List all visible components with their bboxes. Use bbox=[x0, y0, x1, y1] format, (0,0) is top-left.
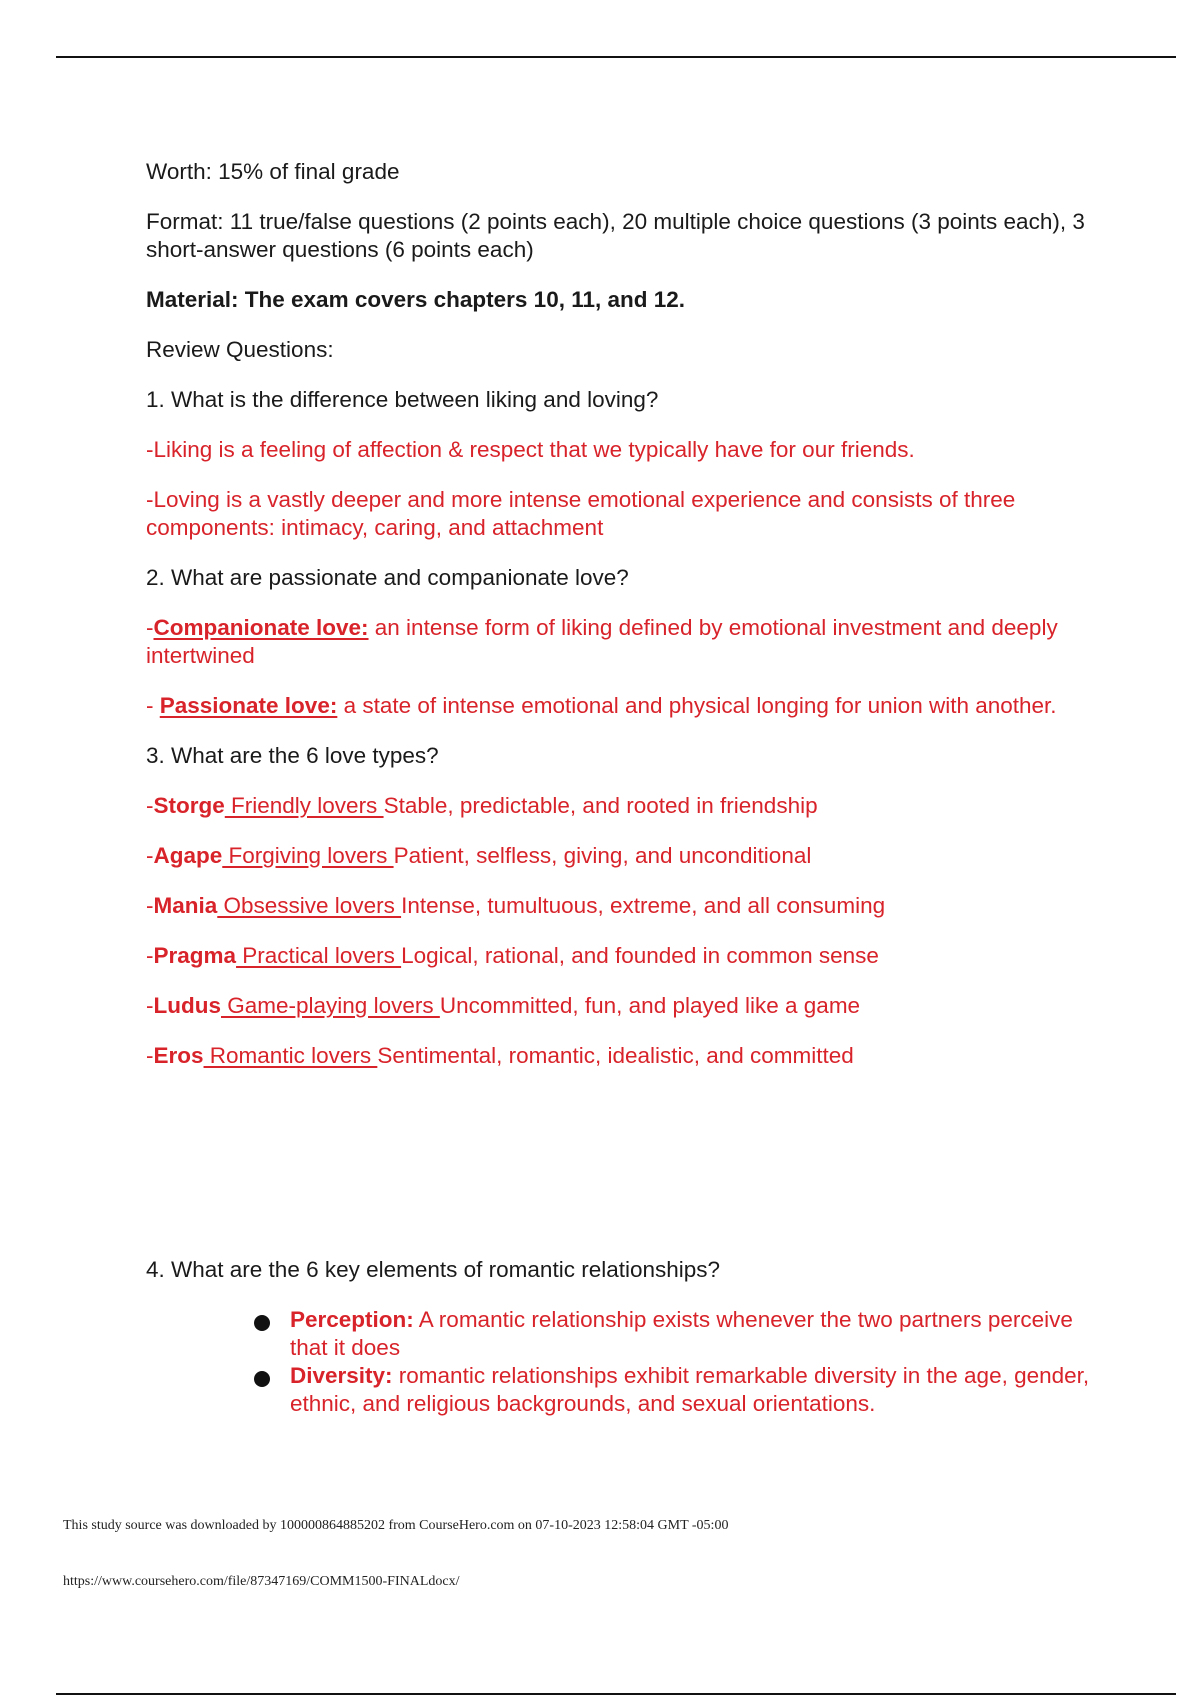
love-type-prefix: - bbox=[146, 993, 154, 1018]
review-heading: Review Questions: bbox=[146, 337, 334, 362]
bullet-icon bbox=[254, 1315, 270, 1331]
term-passionate-love: Passionate love: bbox=[159, 693, 338, 718]
definition-companionate: an intense form of liking defined by emotional investment and deeply intertwined bbox=[146, 615, 1058, 668]
element-term: Perception: bbox=[290, 1307, 414, 1332]
answer-passionate bbox=[146, 692, 1096, 720]
love-type-label: Game-playing lovers bbox=[221, 993, 440, 1018]
format-line: Format: 11 true/false questions (2 points each), 20 multiple choice questions (3 points each), 3 short-answer questions (6 points each) bbox=[146, 209, 1085, 262]
love-type-storge bbox=[146, 792, 1096, 820]
question-1: 1. What is the difference between liking and loving? bbox=[146, 387, 659, 412]
love-type-agape bbox=[146, 842, 1096, 870]
answer-liking: -Liking is a feeling of affection & respect that we typically have for our friends. bbox=[146, 437, 915, 462]
love-type-desc: Stable, predictable, and rooted in friendship bbox=[383, 793, 818, 818]
blank-space bbox=[146, 1092, 1096, 1256]
answer-prefix: - bbox=[146, 615, 154, 640]
element-text: A romantic relationship exists whenever the two partners perceive that it does bbox=[290, 1307, 1073, 1360]
love-type-label: Practical lovers bbox=[236, 943, 402, 968]
question-2: 2. What are passionate and companionate love? bbox=[146, 565, 629, 590]
element-text: romantic relationships exhibit remarkable diversity in the age, gender, ethnic, and religious backgrounds, and sexual orientations. bbox=[290, 1363, 1090, 1416]
answer-prefix: - bbox=[146, 693, 160, 718]
love-type-label: Forgiving lovers bbox=[222, 843, 394, 868]
love-type-label: Obsessive lovers bbox=[217, 893, 402, 918]
love-type-desc: Sentimental, romantic, idealistic, and committed bbox=[377, 1043, 854, 1068]
love-type-desc: Logical, rational, and founded in common sense bbox=[401, 943, 879, 968]
love-type-prefix: - bbox=[146, 793, 154, 818]
element-diversity bbox=[254, 1362, 1096, 1418]
element-perception bbox=[254, 1306, 1096, 1362]
answer-companionate bbox=[146, 614, 1096, 670]
romantic-elements-list bbox=[146, 1306, 1096, 1418]
love-type-name: Pragma bbox=[153, 943, 237, 968]
love-type-desc: Patient, selfless, giving, and unconditional bbox=[393, 843, 812, 868]
top-rule bbox=[56, 56, 1176, 58]
love-type-label: Romantic lovers bbox=[203, 1043, 378, 1068]
definition-passionate: a state of intense emotional and physical longing for union with another. bbox=[337, 693, 1057, 718]
love-type-label: Friendly lovers bbox=[224, 793, 384, 818]
love-type-pragma bbox=[146, 942, 1096, 970]
love-type-name: Agape bbox=[153, 843, 223, 868]
love-type-prefix: - bbox=[146, 893, 154, 918]
answer-loving: -Loving is a vastly deeper and more intense emotional experience and consists of three components: intimacy, caring, and attachment bbox=[146, 487, 1016, 540]
bullet-icon bbox=[254, 1371, 270, 1387]
question-4: 4. What are the 6 key elements of romantic relationships? bbox=[146, 1257, 721, 1282]
love-type-eros bbox=[146, 1042, 1096, 1070]
element-term: Diversity: bbox=[290, 1363, 393, 1388]
love-type-prefix: - bbox=[146, 843, 154, 868]
love-type-mania bbox=[146, 892, 1096, 920]
download-note: This study source was downloaded by 100000864885202 from CourseHero.com on 07-10-2023 12:58:04 GMT -05:00 bbox=[63, 1518, 729, 1533]
love-type-name: Mania bbox=[153, 893, 218, 918]
love-type-ludus bbox=[146, 992, 1096, 1020]
material-line: Material: The exam covers chapters 10, 11, and 12. bbox=[146, 287, 686, 312]
source-url[interactable]: https://www.coursehero.com/file/87347169/COMM1500-FINALdocx/ bbox=[63, 1574, 460, 1589]
document-body bbox=[146, 158, 1096, 1418]
love-type-prefix: - bbox=[146, 1043, 154, 1068]
love-type-desc: Uncommitted, fun, and played like a game bbox=[439, 993, 861, 1018]
love-type-prefix: - bbox=[146, 943, 154, 968]
worth-line: Worth: 15% of final grade bbox=[146, 159, 400, 184]
love-type-name: Eros bbox=[153, 1043, 204, 1068]
bottom-rule bbox=[56, 1693, 1176, 1695]
question-3: 3. What are the 6 love types? bbox=[146, 743, 439, 768]
love-type-name: Ludus bbox=[153, 993, 221, 1018]
love-type-desc: Intense, tumultuous, extreme, and all consuming bbox=[401, 893, 886, 918]
term-companionate-love: Companionate love: bbox=[153, 615, 369, 640]
love-type-name: Storge bbox=[153, 793, 225, 818]
